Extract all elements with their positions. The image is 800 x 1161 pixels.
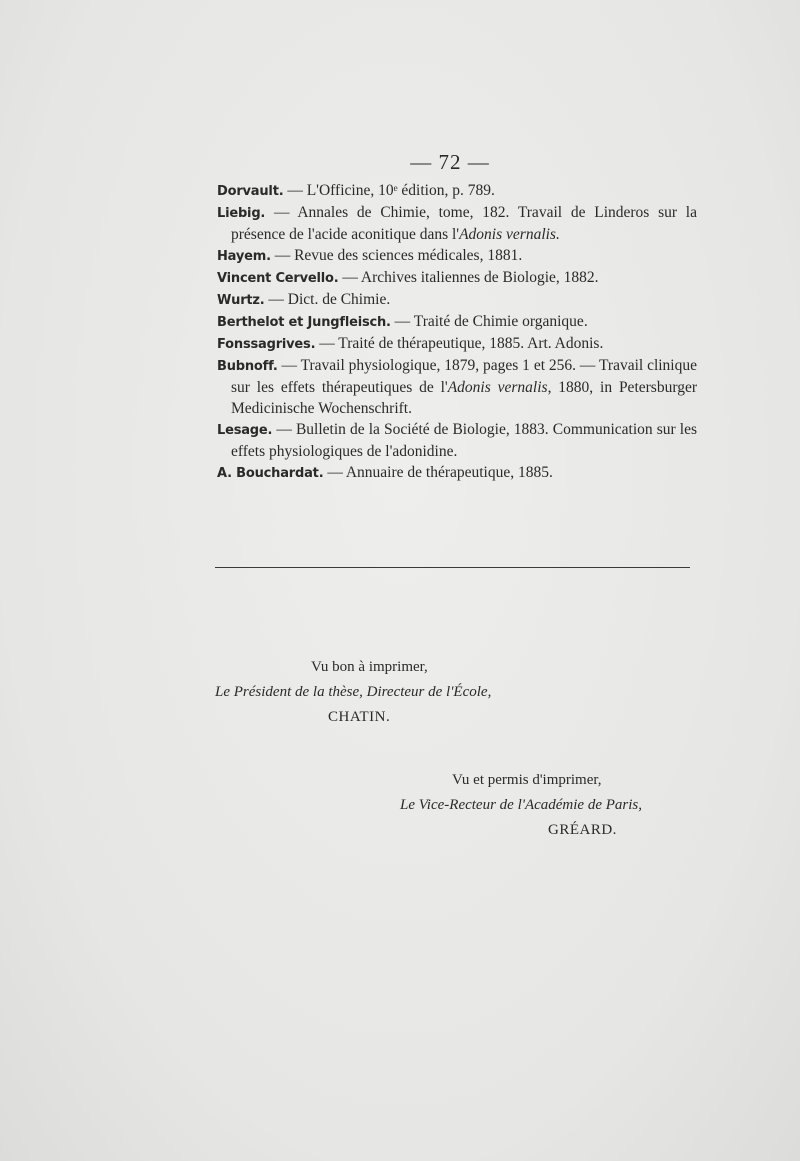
- reference-author: Fonssagrives.: [217, 337, 316, 352]
- reference-entry: [217, 419, 697, 462]
- reference-text: — L'Officine, 10ᵉ édition, p. 789.: [283, 182, 495, 199]
- reference-text: — Annuaire de thérapeutique, 1885.: [323, 464, 553, 481]
- reference-text-after: , 1880, in Petersburger Medicinische Wochenschrift.: [231, 379, 697, 417]
- reference-author: Bubnoff.: [217, 359, 278, 374]
- reference-author: Liebig.: [217, 206, 266, 221]
- reference-entry: [217, 202, 697, 245]
- approval-title: Le Vice-Recteur de l'Académie de Paris,: [400, 797, 642, 813]
- approval-line: Vu bon à imprimer,: [311, 659, 428, 675]
- approval-signature: CHATIN.: [328, 709, 391, 725]
- reference-author: Berthelot et Jungfleisch.: [217, 315, 391, 330]
- reference-text: — Traité de Chimie organique.: [390, 313, 588, 330]
- reference-text: — Bulletin de la Société de Biologie, 1883. Communication sur les effets physiologiques de l'adonidine.: [231, 421, 697, 460]
- approval-line: Vu et permis d'imprimer,: [452, 772, 602, 788]
- reference-entry: [217, 180, 697, 202]
- reference-list: [217, 180, 697, 484]
- reference-entry: [217, 289, 697, 311]
- reference-author: A. Bouchardat.: [217, 466, 324, 481]
- reference-text: — Dict. de Chimie.: [264, 291, 391, 308]
- reference-author: Vincent Cervello.: [217, 271, 339, 286]
- reference-entry: [217, 333, 697, 355]
- reference-author: Dorvault.: [217, 184, 284, 199]
- reference-entry: [217, 355, 697, 419]
- reference-text: — Annales de Chimie, tome, 182. Travail de Linderos sur la présence de l'acide aconitique dans l': [231, 204, 697, 243]
- horizontal-rule: [215, 567, 690, 568]
- reference-author: Hayem.: [217, 249, 271, 264]
- reference-entry: [217, 245, 697, 267]
- reference-text: — Traité de thérapeutique, 1885. Art. Adonis.: [315, 335, 604, 352]
- reference-entry: [217, 267, 697, 289]
- approval-title: Le Président de la thèse, Directeur de l'École,: [215, 684, 492, 700]
- reference-entry: [217, 462, 697, 484]
- reference-text: — Travail physiologique, 1879, pages 1 et 256. — Travail clinique sur les effets thérapeutiques de l': [231, 357, 697, 396]
- page-number: — 72 —: [410, 150, 490, 174]
- reference-entry: [217, 311, 697, 333]
- reference-text: — Archives italiennes de Biologie, 1882.: [338, 269, 599, 286]
- reference-italic-text: Adonis vernalis.: [459, 226, 560, 243]
- reference-author: Lesage.: [217, 423, 273, 438]
- approval-rector: [400, 768, 700, 843]
- approval-president: [215, 655, 555, 730]
- approval-signature: GRÉARD.: [548, 822, 617, 838]
- reference-text: — Revue des sciences médicales, 1881.: [270, 247, 523, 264]
- reference-italic-text: Adonis vernalis: [447, 379, 548, 396]
- reference-author: Wurtz.: [217, 293, 265, 308]
